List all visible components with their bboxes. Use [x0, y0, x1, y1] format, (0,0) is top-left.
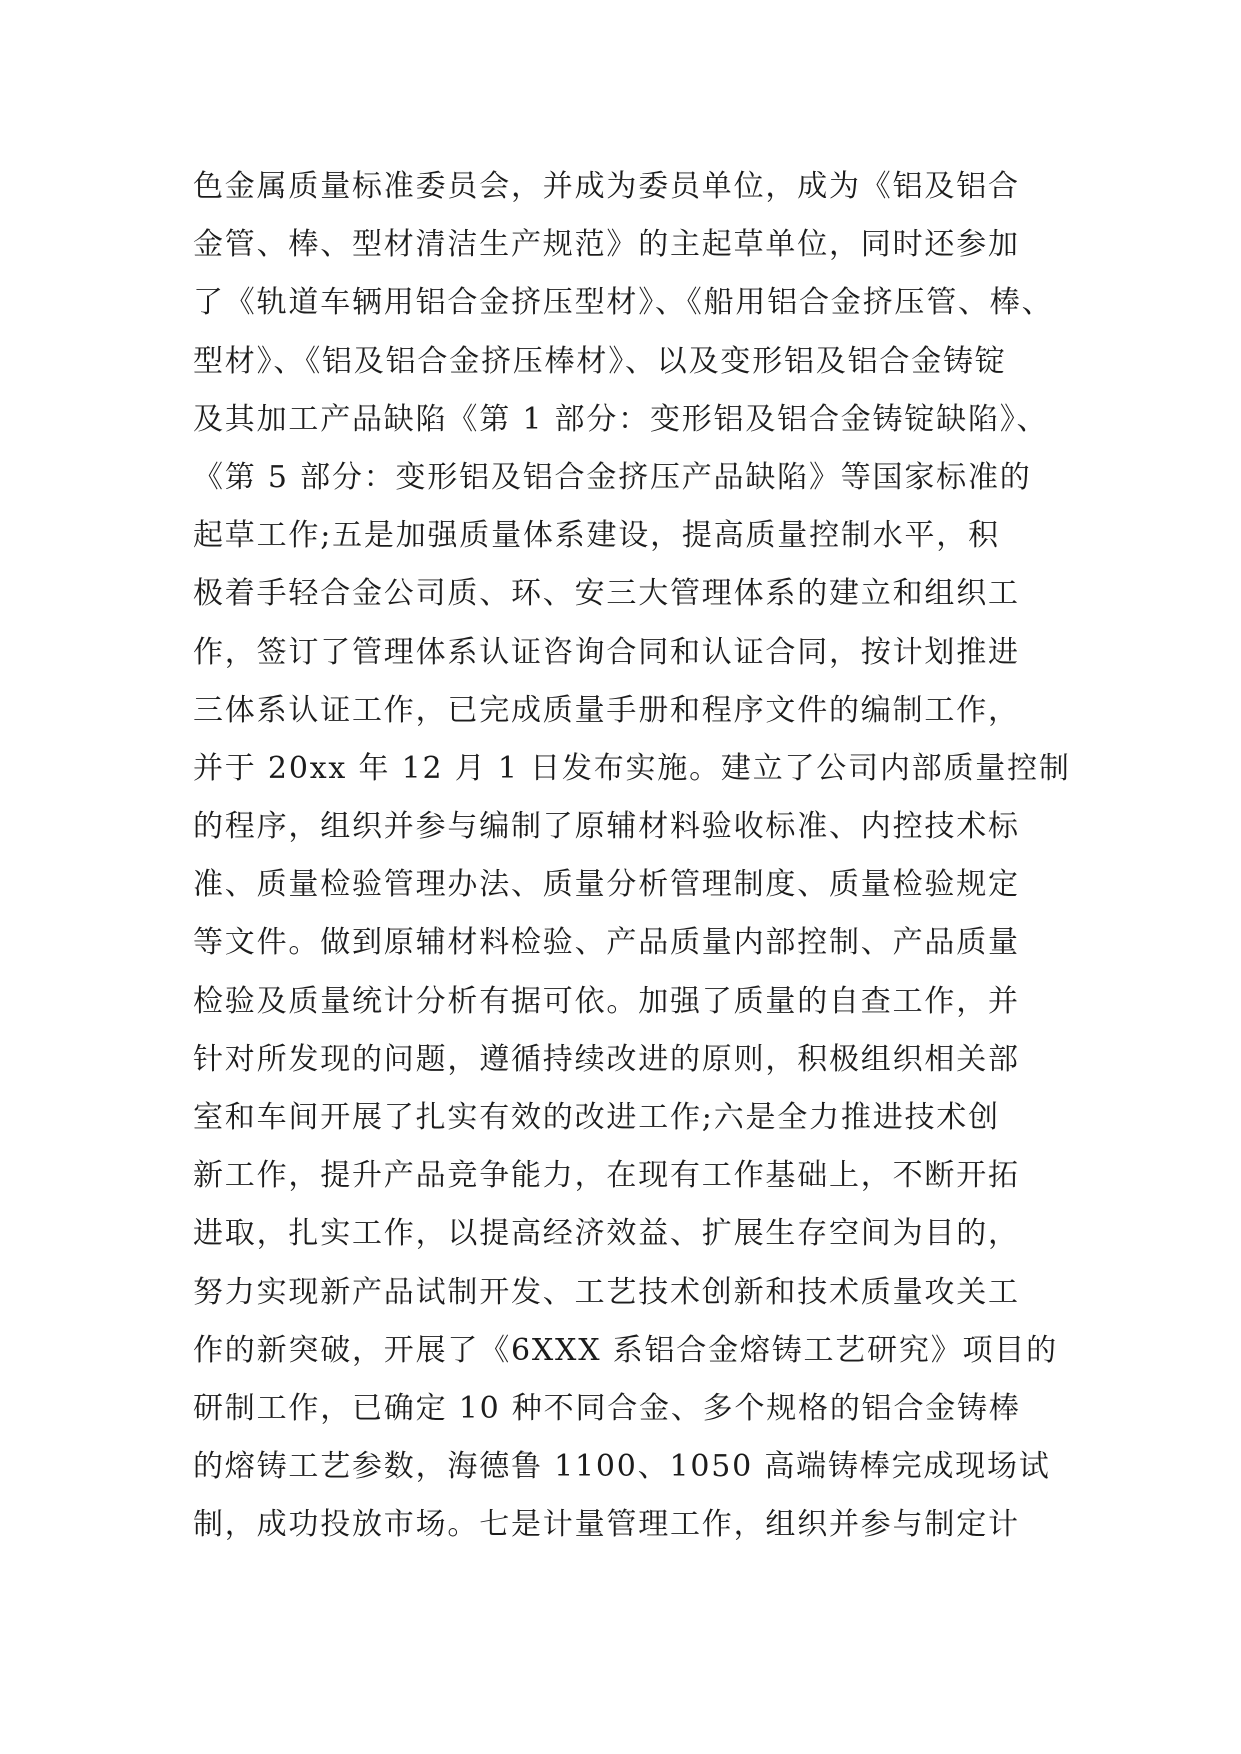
- text-line: 极着手轻合金公司质、环、安三大管理体系的建立和组织工: [193, 576, 1020, 612]
- text-line: 并于 20xx 年 12 月 1 日发布实施。建立了公司内部质量控制: [193, 750, 1071, 786]
- text-line: 新工作，提升产品竞争能力，在现有工作基础上，不断开拓: [193, 1158, 1020, 1194]
- text-line: 研制工作，已确定 10 种不同合金、多个规格的铝合金铸棒: [193, 1390, 1021, 1426]
- text-line: 针对所发现的问题，遵循持续改进的原则，积极组织相关部: [193, 1041, 1020, 1077]
- text-line: 了《轨道车辆用铝合金挤压型材》、《船用铝合金挤压管、棒、: [193, 285, 1054, 321]
- text-line: 室和车间开展了扎实有效的改进工作;六是全力推进技术创: [193, 1100, 1000, 1135]
- text-line: 《第 5 部分：变形铝及铝合金挤压产品缺陷》等国家标准的: [193, 459, 1032, 495]
- text-line: 金管、棒、型材清洁生产规范》的主起草单位，同时还参加: [193, 227, 1020, 263]
- text-line: 色金属质量标准委员会，并成为委员单位，成为《铝及铝合: [193, 169, 1020, 204]
- text-line: 作，签订了管理体系认证咨询合同和认证合同，按计划推进: [193, 634, 1020, 670]
- text-line: 努力实现新产品试制开发、工艺技术创新和技术质量攻关工: [193, 1274, 1020, 1310]
- text-line: 制，成功投放市场。七是计量管理工作，组织并参与制定计: [193, 1507, 1020, 1543]
- text-line: 准、质量检验管理办法、质量分析管理制度、质量检验规定: [193, 867, 1020, 903]
- body-text: [193, 158, 1093, 1555]
- text-line: 进取，扎实工作，以提高经济效益、扩展生存空间为目的，: [193, 1216, 1020, 1252]
- text-line: 三体系认证工作，已完成质量手册和程序文件的编制工作，: [193, 692, 1020, 728]
- text-line: 等文件。做到原辅材料检验、产品质量内部控制、产品质量: [193, 925, 1020, 961]
- text-line: 型材》、《铝及铝合金挤压棒材》、以及变形铝及铝合金铸锭: [193, 343, 1007, 379]
- text-line: 及其加工产品缺陷《第 1 部分：变形铝及铝合金铸锭缺陷》、: [193, 401, 1049, 437]
- text-line: 的程序，组织并参与编制了原辅材料验收标准、内控技术标: [193, 809, 1020, 845]
- text-line: 作的新突破，开展了《6XXX 系铝合金熔铸工艺研究》项目的: [193, 1332, 1058, 1368]
- text-line: 检验及质量统计分析有据可依。加强了质量的自查工作，并: [193, 983, 1020, 1019]
- text-line: 起草工作;五是加强质量体系建设，提高质量控制水平，积: [193, 518, 1000, 554]
- text-line: 的熔铸工艺参数，海德鲁 1100、1050 高端铸棒完成现场试: [193, 1449, 1051, 1485]
